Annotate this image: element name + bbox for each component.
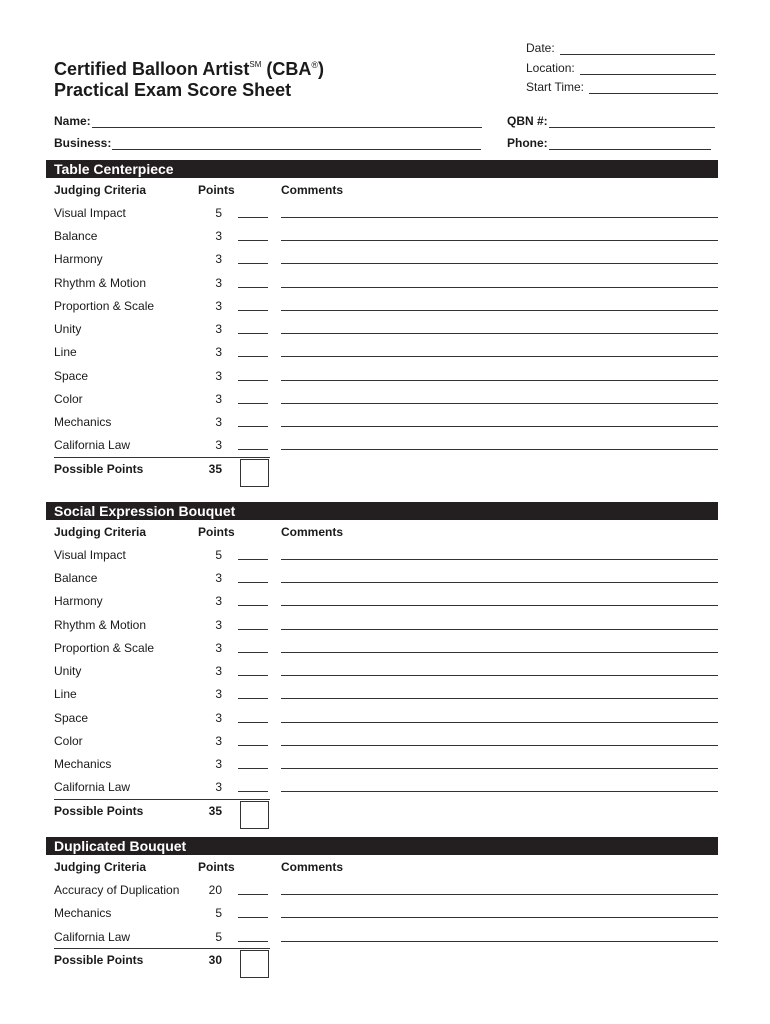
points-value: 3 — [215, 687, 222, 701]
comment-input-line[interactable] — [281, 768, 718, 769]
column-header-criteria: Judging Criteria — [54, 860, 147, 874]
points-value: 3 — [215, 369, 222, 383]
criteria-label: Mechanics — [54, 415, 112, 429]
comment-input-line[interactable] — [281, 605, 718, 606]
possible-points-label: Possible Points — [54, 804, 144, 818]
comment-input-line[interactable] — [281, 791, 718, 792]
criteria-label: California Law — [54, 438, 131, 452]
table-row — [54, 594, 718, 617]
points-value: 5 — [215, 906, 222, 920]
score-input-line[interactable] — [238, 356, 268, 357]
criteria-label: Color — [54, 392, 83, 406]
column-header-points: Points — [198, 183, 235, 197]
table-row — [54, 252, 718, 275]
points-value: 3 — [215, 780, 222, 794]
possible-points-label: Possible Points — [54, 953, 144, 967]
location-field[interactable] — [526, 61, 716, 75]
comment-input-line[interactable] — [281, 426, 718, 427]
score-input-line[interactable] — [238, 917, 268, 918]
criteria-label: California Law — [54, 780, 131, 794]
criteria-label: Unity — [54, 664, 82, 678]
criteria-label: Harmony — [54, 252, 103, 266]
points-value: 3 — [215, 322, 222, 336]
criteria-label: Visual Impact — [54, 206, 126, 220]
possible-points-value: 35 — [208, 462, 222, 476]
title-line-2: Practical Exam Score Sheet — [54, 80, 292, 100]
points-value: 3 — [215, 438, 222, 452]
qbn-label: QBN #: — [507, 114, 548, 128]
comment-input-line[interactable] — [281, 894, 718, 895]
score-input-line[interactable] — [238, 426, 268, 427]
location-label: Location: — [526, 61, 575, 75]
possible-points-row — [54, 804, 222, 818]
business-label: Business: — [54, 136, 112, 150]
comment-input-line[interactable] — [281, 449, 718, 450]
possible-points-row — [54, 462, 222, 476]
criteria-label: Balance — [54, 229, 98, 243]
score-input-line[interactable] — [238, 559, 268, 560]
comment-input-line[interactable] — [281, 263, 718, 264]
score-input-line[interactable] — [238, 652, 268, 653]
table-row — [54, 664, 718, 687]
score-input-line[interactable] — [238, 217, 268, 218]
score-input-line[interactable] — [238, 722, 268, 723]
points-value: 3 — [215, 415, 222, 429]
score-input-line[interactable] — [238, 745, 268, 746]
comment-input-line[interactable] — [281, 745, 718, 746]
score-input-line[interactable] — [238, 605, 268, 606]
score-input-line[interactable] — [238, 403, 268, 404]
total-score-box[interactable] — [240, 801, 269, 829]
criteria-label: Accuracy of Duplication — [54, 883, 180, 897]
criteria-label: Mechanics — [54, 906, 112, 920]
score-input-line[interactable] — [238, 698, 268, 699]
title-line-1: Certified Balloon Artist℠ (CBA®) — [54, 59, 324, 79]
criteria-label: Space — [54, 711, 89, 725]
column-header-criteria: Judging Criteria — [54, 525, 147, 539]
comment-input-line[interactable] — [281, 240, 718, 241]
comment-input-line[interactable] — [281, 287, 718, 288]
criteria-label: Space — [54, 369, 89, 383]
column-header-points: Points — [198, 525, 235, 539]
date-field[interactable] — [526, 41, 715, 55]
table-row — [54, 276, 718, 299]
column-header-comments: Comments — [281, 525, 344, 539]
points-value: 3 — [215, 618, 222, 632]
table-row — [54, 229, 718, 252]
points-value: 5 — [215, 206, 222, 220]
points-value: 3 — [215, 664, 222, 678]
comment-input-line[interactable] — [281, 652, 718, 653]
comment-input-line[interactable] — [281, 333, 718, 334]
table-row — [54, 906, 718, 929]
points-value: 3 — [215, 229, 222, 243]
page-title — [54, 54, 324, 101]
comment-input-line[interactable] — [281, 559, 718, 560]
points-value: 3 — [215, 641, 222, 655]
qbn-field[interactable] — [507, 114, 715, 128]
table-row — [54, 883, 718, 906]
table-row — [54, 734, 718, 757]
column-header-comments: Comments — [281, 183, 344, 197]
date-label: Date: — [526, 41, 555, 55]
score-input-line[interactable] — [238, 287, 268, 288]
criteria-label: Unity — [54, 322, 82, 336]
criteria-label: Line — [54, 345, 77, 359]
criteria-label: Color — [54, 734, 83, 748]
possible-points-value: 30 — [208, 953, 222, 967]
business-field[interactable] — [54, 136, 481, 150]
points-value: 3 — [215, 571, 222, 585]
points-value: 3 — [215, 392, 222, 406]
comment-input-line[interactable] — [281, 310, 718, 311]
criteria-label: California Law — [54, 930, 131, 944]
table-row — [54, 641, 718, 664]
possible-points-label: Possible Points — [54, 462, 144, 476]
total-divider — [54, 457, 270, 458]
table-row — [54, 322, 718, 345]
score-input-line[interactable] — [238, 263, 268, 264]
points-value: 3 — [215, 757, 222, 771]
total-score-box[interactable] — [240, 950, 269, 978]
criteria-label: Rhythm & Motion — [54, 276, 147, 290]
total-score-box[interactable] — [240, 459, 269, 487]
table-row — [54, 711, 718, 734]
score-input-line[interactable] — [238, 894, 268, 895]
score-input-line[interactable] — [238, 941, 268, 942]
criteria-label: Harmony — [54, 594, 103, 608]
comment-input-line[interactable] — [281, 217, 718, 218]
table-row — [54, 757, 718, 780]
criteria-label: Mechanics — [54, 757, 112, 771]
table-row — [54, 548, 718, 571]
criteria-label: Rhythm & Motion — [54, 618, 147, 632]
column-header-points: Points — [198, 860, 235, 874]
total-divider — [54, 948, 270, 949]
table-row — [54, 392, 718, 415]
points-value: 3 — [215, 299, 222, 313]
qbn-input-line[interactable] — [549, 115, 715, 128]
comment-input-line[interactable] — [281, 403, 718, 404]
score-input-line[interactable] — [238, 380, 268, 381]
criteria-label: Line — [54, 687, 77, 701]
score-input-line[interactable] — [238, 629, 268, 630]
date-input-line[interactable] — [560, 42, 715, 55]
points-value: 3 — [215, 276, 222, 290]
points-value: 3 — [215, 711, 222, 725]
comment-input-line[interactable] — [281, 917, 718, 918]
total-divider — [54, 799, 270, 800]
criteria-label: Proportion & Scale — [54, 641, 155, 655]
criteria-label: Balance — [54, 571, 98, 585]
score-input-line[interactable] — [238, 768, 268, 769]
phone-label: Phone: — [507, 136, 548, 150]
name-label: Name: — [54, 114, 91, 128]
phone-input-line[interactable] — [549, 137, 711, 150]
comment-input-line[interactable] — [281, 722, 718, 723]
table-row — [54, 687, 718, 710]
criteria-label: Proportion & Scale — [54, 299, 155, 313]
phone-field[interactable] — [507, 136, 711, 150]
comment-input-line[interactable] — [281, 675, 718, 676]
points-value: 20 — [208, 883, 222, 897]
comment-input-line[interactable] — [281, 941, 718, 942]
location-input-line[interactable] — [580, 62, 716, 75]
comment-input-line[interactable] — [281, 629, 718, 630]
section-title-table-centerpiece: Table Centerpiece — [46, 160, 718, 178]
points-value: 5 — [215, 548, 222, 562]
table-row — [54, 618, 718, 641]
table-row — [54, 345, 718, 368]
section-title-social-expression-bouquet: Social Expression Bouquet — [46, 502, 718, 520]
score-input-line[interactable] — [238, 582, 268, 583]
start-time-label: Start Time: — [526, 80, 585, 94]
section-title-duplicated-bouquet: Duplicated Bouquet — [46, 837, 718, 855]
column-header-comments: Comments — [281, 860, 344, 874]
table-row — [54, 415, 718, 438]
score-input-line[interactable] — [238, 791, 268, 792]
table-row — [54, 571, 718, 594]
table-row — [54, 299, 718, 322]
score-input-line[interactable] — [238, 333, 268, 334]
criteria-label: Visual Impact — [54, 548, 126, 562]
points-value: 3 — [215, 734, 222, 748]
start-time-field[interactable] — [526, 80, 718, 94]
start-time-input-line[interactable] — [589, 81, 718, 94]
points-value: 3 — [215, 345, 222, 359]
points-value: 3 — [215, 594, 222, 608]
table-row — [54, 930, 718, 953]
business-input-line[interactable] — [112, 137, 481, 150]
table-row — [54, 206, 718, 229]
score-input-line[interactable] — [238, 675, 268, 676]
score-input-line[interactable] — [238, 310, 268, 311]
points-value: 3 — [215, 252, 222, 266]
points-value: 5 — [215, 930, 222, 944]
table-row — [54, 369, 718, 392]
possible-points-row — [54, 953, 222, 967]
score-input-line[interactable] — [238, 240, 268, 241]
comment-input-line[interactable] — [281, 356, 718, 357]
comment-input-line[interactable] — [281, 582, 718, 583]
name-input-line[interactable] — [92, 115, 482, 128]
name-field[interactable] — [54, 114, 482, 128]
comment-input-line[interactable] — [281, 698, 718, 699]
column-header-criteria: Judging Criteria — [54, 183, 147, 197]
possible-points-value: 35 — [208, 804, 222, 818]
comment-input-line[interactable] — [281, 380, 718, 381]
score-input-line[interactable] — [238, 449, 268, 450]
